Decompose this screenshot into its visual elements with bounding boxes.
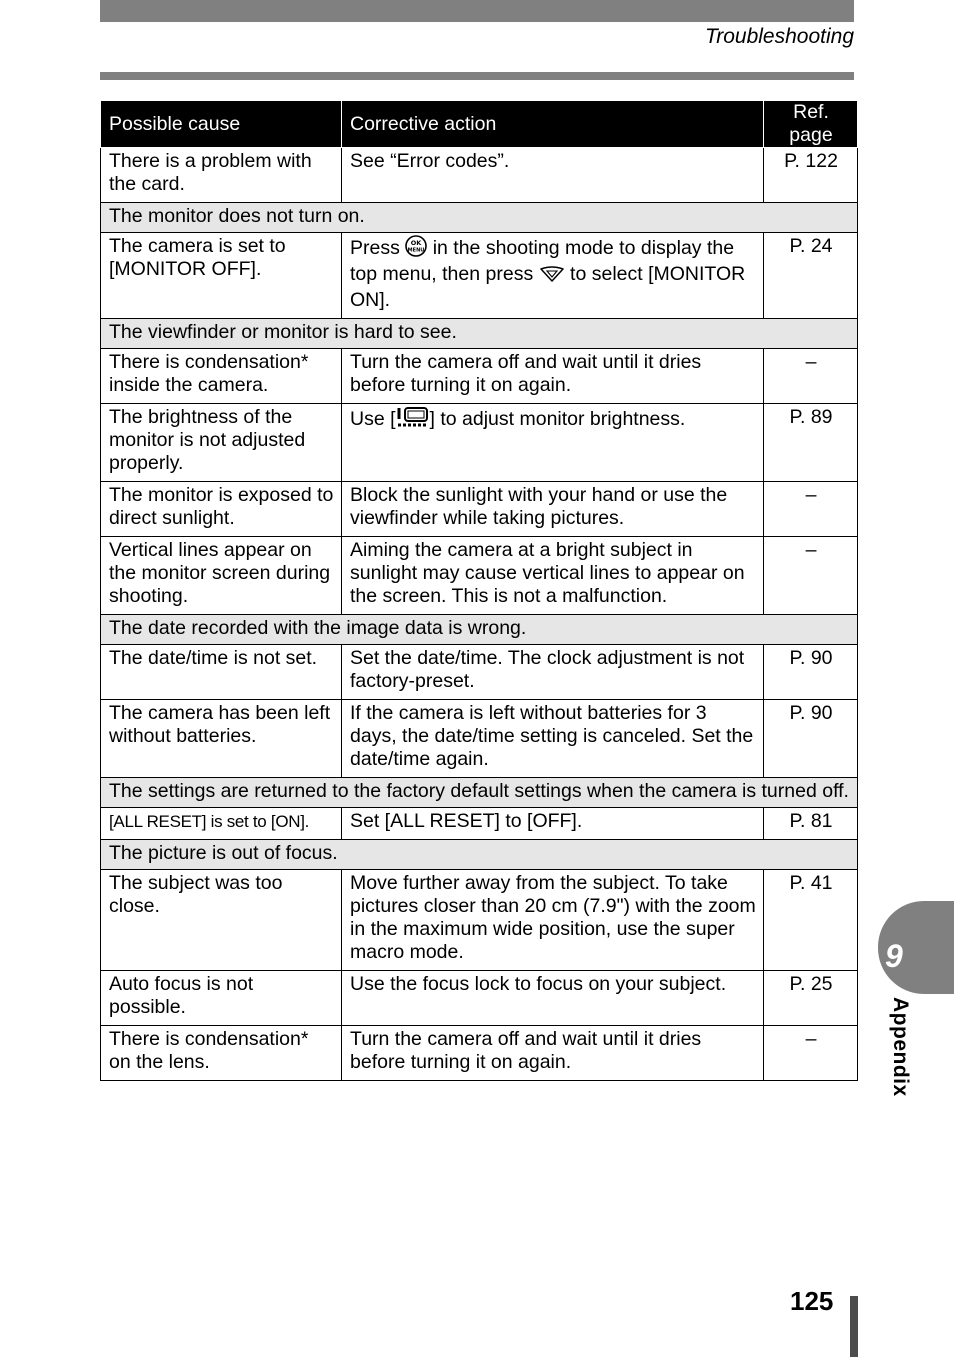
header-possible-cause: Possible cause xyxy=(101,101,342,148)
ref-cell: P. 25 xyxy=(764,971,858,1026)
section-row xyxy=(101,840,858,870)
section-row xyxy=(101,203,858,233)
section-heading: The monitor does not turn on. xyxy=(101,203,858,233)
ok-menu-button-icon xyxy=(405,235,427,263)
action-cell: Block the sunlight with your hand or use the viewfinder while taking pictures. xyxy=(342,482,764,537)
cause-cell: [ALL RESET] is set to [ON]. xyxy=(101,808,342,840)
action-text: ] to adjust monitor brightness. xyxy=(429,408,686,430)
svg-text:OK: OK xyxy=(411,239,422,247)
cause-cell: There is condensation* inside the camera. xyxy=(101,349,342,404)
table-row xyxy=(101,971,858,1026)
action-text: to select [MONITOR ON]. xyxy=(350,263,746,311)
section-row xyxy=(101,778,858,808)
table-row xyxy=(101,808,858,840)
cause-cell: There is condensation* on the lens. xyxy=(101,1026,342,1081)
section-row xyxy=(101,319,858,349)
action-cell: Set the date/time. The clock adjustment is not factory-preset. xyxy=(342,645,764,700)
header-rule xyxy=(100,72,854,80)
section-heading: The date recorded with the image data is wrong. xyxy=(101,615,858,645)
section-heading: The settings are returned to the factory default settings when the camera is turned off. xyxy=(101,778,858,808)
table-row xyxy=(101,404,858,482)
action-text: Press xyxy=(350,237,400,259)
action-cell: See “Error codes”. xyxy=(342,148,764,203)
action-text: Use [ xyxy=(350,408,396,430)
page-edge-bar xyxy=(850,1296,858,1357)
ref-cell: P. 24 xyxy=(764,233,858,319)
cause-cell: The camera has been left without batteries. xyxy=(101,700,342,778)
ref-cell: P. 90 xyxy=(764,645,858,700)
ref-cell: P. 41 xyxy=(764,870,858,971)
action-cell: Set [ALL RESET] to [OFF]. xyxy=(342,808,764,840)
header-corrective-action: Corrective action xyxy=(342,101,764,148)
action-cell: If the camera is left without batteries for 3 days, the date/time setting is canceled. Set the date/time again. xyxy=(342,700,764,778)
table-row xyxy=(101,870,858,971)
monitor-brightness-icon xyxy=(396,406,430,434)
cause-cell: There is a problem with the card. xyxy=(101,148,342,203)
ref-cell: – xyxy=(764,537,858,615)
ref-cell: P. 81 xyxy=(764,808,858,840)
action-cell xyxy=(342,404,764,482)
action-cell xyxy=(342,233,764,319)
table-row xyxy=(101,1026,858,1081)
chapter-number: 9 xyxy=(885,938,903,974)
page-number: 125 xyxy=(790,1286,834,1316)
cause-cell: The brightness of the monitor is not adjusted properly. xyxy=(101,404,342,482)
table-row xyxy=(101,482,858,537)
svg-text:MENU: MENU xyxy=(407,247,425,254)
ref-cell: P. 90 xyxy=(764,700,858,778)
action-cell: Use the focus lock to focus on your subject. xyxy=(342,971,764,1026)
ref-cell: – xyxy=(764,349,858,404)
cause-cell: The monitor is exposed to direct sunlight. xyxy=(101,482,342,537)
action-text: in the shooting mode to display the top menu, then press xyxy=(350,237,735,285)
ref-cell: – xyxy=(764,1026,858,1081)
cause-cell: The date/time is not set. xyxy=(101,645,342,700)
table-row xyxy=(101,700,858,778)
cause-cell: The camera is set to [MONITOR OFF]. xyxy=(101,233,342,319)
cause-cell: Auto focus is not possible. xyxy=(101,971,342,1026)
arrow-pad-down-icon xyxy=(539,265,565,289)
section-heading: The picture is out of focus. xyxy=(101,840,858,870)
table-row xyxy=(101,148,858,203)
table-row xyxy=(101,537,858,615)
action-cell: Aiming the camera at a bright subject in sunlight may cause vertical lines to appear on the screen. This is not a malfunction. xyxy=(342,537,764,615)
action-cell: Turn the camera off and wait until it dries before turning it on again. xyxy=(342,1026,764,1081)
cause-cell: Vertical lines appear on the monitor screen during shooting. xyxy=(101,537,342,615)
section-row xyxy=(101,615,858,645)
header-bar xyxy=(100,0,854,22)
table-row xyxy=(101,233,858,319)
table-row xyxy=(101,349,858,404)
ref-cell: P. 89 xyxy=(764,404,858,482)
action-cell: Turn the camera off and wait until it dries before turning it on again. xyxy=(342,349,764,404)
cause-cell: The subject was too close. xyxy=(101,870,342,971)
table-row xyxy=(101,645,858,700)
action-cell: Move further away from the subject. To take pictures closer than 20 cm (7.9") with the zoom in the maximum wide position, use the super macro mode. xyxy=(342,870,764,971)
section-heading: The viewfinder or monitor is hard to see. xyxy=(101,319,858,349)
chapter-label: Appendix xyxy=(889,997,912,1097)
ref-cell: P. 122 xyxy=(764,148,858,203)
ref-cell: – xyxy=(764,482,858,537)
troubleshooting-table xyxy=(100,100,858,1081)
table-header-row xyxy=(101,101,858,148)
section-title: Troubleshooting xyxy=(704,25,854,48)
header-ref-page: Ref. page xyxy=(764,101,858,148)
